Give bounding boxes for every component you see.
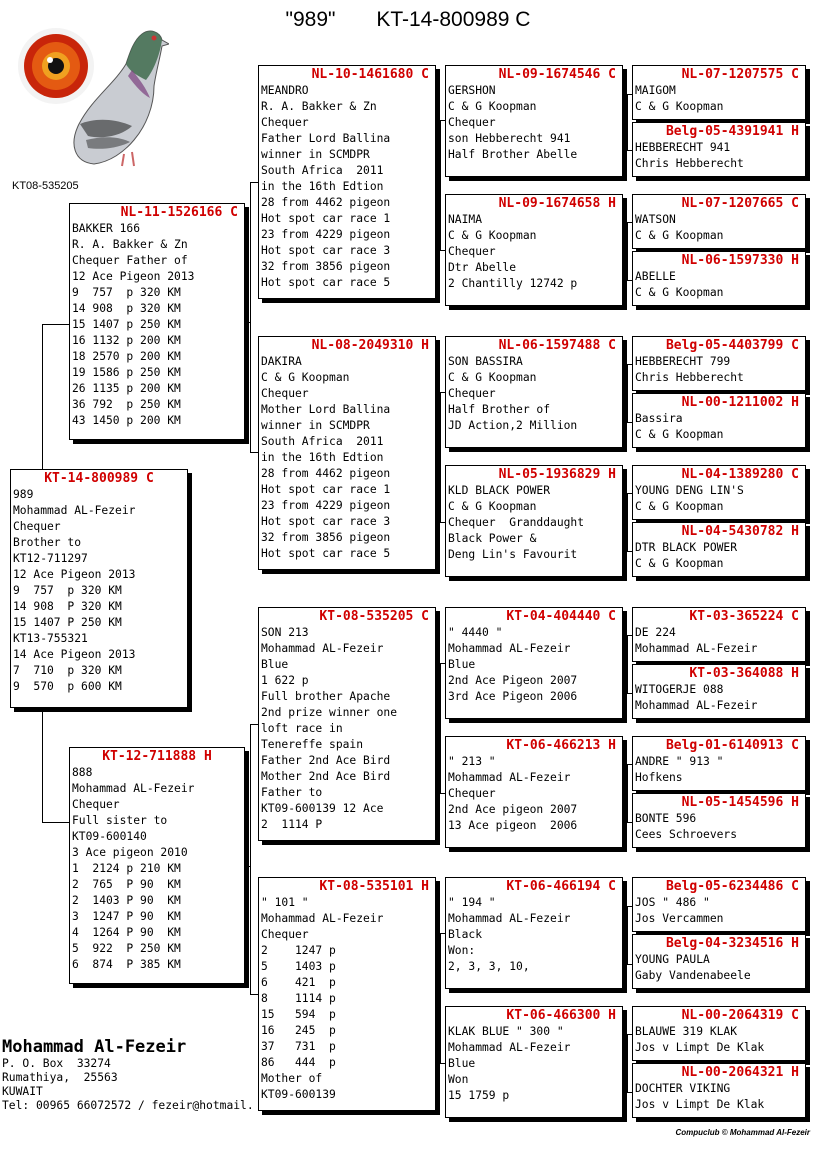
card-line: Mohammad AL-Fezeir [448, 1041, 571, 1054]
ring-number: NL-00-2064319 C [681, 1008, 799, 1023]
great-grandparent-card[interactable] [445, 877, 623, 989]
connector-line [250, 182, 251, 452]
card-lines [633, 540, 805, 572]
card-lines [633, 952, 805, 984]
card-line: 2nd prize winner one [261, 706, 398, 719]
card-line: 7 710 p 320 KM [13, 664, 122, 677]
grandparent-card[interactable] [258, 607, 436, 841]
card-lines [70, 221, 244, 429]
card-line: Mohammad AL-Fezeir [448, 912, 571, 925]
card-line: C & G Koopman [261, 371, 350, 384]
card-line: 37 731 p [261, 1040, 336, 1053]
card-line: Mohammad AL-Fezeir [13, 504, 136, 517]
dam-card[interactable] [69, 747, 245, 984]
card-line: Chequer [13, 520, 61, 533]
ring-number: Belg-05-4391941 H [665, 124, 799, 139]
card-line: KT12-711297 [13, 552, 88, 565]
ring-number: Belg-05-6234486 C [665, 879, 799, 894]
card-line: 989 [13, 488, 34, 501]
card-line: loft race in [261, 722, 343, 735]
great-grandparent-card[interactable] [445, 1006, 623, 1118]
card-line: Black Power & [448, 532, 537, 545]
card-line: 2 765 P 90 KM [72, 878, 181, 891]
card-lines [446, 895, 622, 975]
connector-line [42, 324, 43, 470]
card-line: KT09-600140 [72, 830, 147, 843]
card-line: ANDRE " 913 " [635, 755, 724, 768]
card-line: 9 757 p 320 KM [13, 584, 122, 597]
connector-line [250, 182, 258, 183]
ring-number: KT-03-365224 C [689, 609, 799, 624]
card-line: Mother Lord Ballina [261, 403, 391, 416]
great-great-grandparent-card[interactable] [632, 194, 806, 249]
card-line: Mohammad AL-Fezeir [448, 642, 571, 655]
logo-ring-label: KT08-535205 [12, 180, 79, 192]
card-line: 15 1407 P 250 KM [13, 616, 122, 629]
card-line: Blue [261, 658, 289, 671]
connector-line [245, 866, 251, 867]
ring-number: Belg-01-6140913 C [665, 738, 799, 753]
card-line: 5 1403 p [261, 960, 336, 973]
great-great-grandparent-card[interactable] [632, 1006, 806, 1061]
card-line: Hofkens [635, 771, 683, 784]
footer-credit: Compuclub © Mohammad Al-Fezeir [675, 1128, 810, 1137]
sire-card[interactable] [69, 203, 245, 440]
great-grandparent-card[interactable] [445, 736, 623, 848]
card-line: 23 from 4229 pigeon [261, 499, 391, 512]
card-line: " 4440 " [448, 626, 503, 639]
great-great-grandparent-card[interactable] [632, 251, 806, 306]
card-line: 9 570 p 600 KM [13, 680, 122, 693]
card-line: 6 874 P 385 KM [72, 958, 181, 971]
card-line: SON BASSIRA [448, 355, 523, 368]
card-line: Chequer [448, 787, 496, 800]
ring-number: NL-11-1526166 C [120, 205, 238, 220]
card-line: R. A. Bakker & Zn [72, 238, 188, 251]
great-great-grandparent-card[interactable] [632, 122, 806, 177]
card-line: 28 from 4462 pigeon [261, 467, 391, 480]
card-line: 14 Ace Pigeon 2013 [13, 648, 136, 661]
card-line: 86 444 p [261, 1056, 336, 1069]
card-lines [633, 269, 805, 301]
card-line: 3 1247 P 90 KM [72, 910, 181, 923]
card-line: 8 1114 p [261, 992, 336, 1005]
grandparent-card[interactable] [258, 877, 436, 1111]
card-line: 5 922 P 250 KM [72, 942, 181, 955]
ring-number: KT-06-466213 H [506, 738, 616, 753]
card-line: DE 224 [635, 626, 676, 639]
card-line: winner in SCMDPR [261, 148, 370, 161]
card-line: C & G Koopman [448, 229, 537, 242]
card-line: 15 1759 p [448, 1089, 510, 1102]
card-line: BONTE 596 [635, 812, 697, 825]
card-line: 12 Ace Pigeon 2013 [72, 270, 195, 283]
card-line: Chequer [448, 245, 496, 258]
connector-line [250, 452, 258, 453]
card-line: 32 from 3856 pigeon [261, 531, 391, 544]
connector-line [440, 392, 441, 522]
card-lines [259, 83, 435, 291]
card-line: in the 16th Edtion [261, 451, 384, 464]
card-line: 2nd Ace Pigeon 2007 [448, 674, 578, 687]
card-line: Rumathiya, 25563 [2, 1071, 118, 1084]
card-line: NAIMA [448, 213, 483, 226]
card-lines [633, 212, 805, 244]
card-lines [633, 1024, 805, 1056]
card-line: 28 from 4462 pigeon [261, 196, 391, 209]
card-line: Chequer [261, 928, 309, 941]
card-line: Mother 2nd Ace Bird [261, 770, 391, 783]
grandparent-card[interactable] [258, 65, 436, 299]
great-great-grandparent-card[interactable] [632, 393, 806, 448]
card-lines [446, 483, 622, 563]
card-line: 12 Ace Pigeon 2013 [13, 568, 136, 581]
ring-number: NL-05-1936829 H [498, 467, 616, 482]
ring-number: NL-09-1674546 C [498, 67, 616, 82]
card-line: YOUNG DENG LIN'S [635, 484, 744, 497]
card-line: 1 2124 p 210 KM [72, 862, 181, 875]
card-line: Jos v Limpt De Klak [635, 1098, 765, 1111]
card-line: C & G Koopman [635, 286, 724, 299]
card-line: 23 from 4229 pigeon [261, 228, 391, 241]
ring-number: KT-08-535205 C [319, 609, 429, 624]
card-line: Gaby Vandenabeele [635, 969, 751, 982]
card-lines [446, 354, 622, 434]
card-lines [633, 354, 805, 386]
card-line: Full sister to [72, 814, 168, 827]
card-line: KT13-755321 [13, 632, 88, 645]
card-line: Mohammad AL-Fezeir [635, 699, 758, 712]
card-line: JD Action,2 Million [448, 419, 578, 432]
great-grandparent-card[interactable] [445, 194, 623, 306]
card-line: DOCHTER VIKING [635, 1082, 731, 1095]
great-great-grandparent-card[interactable] [632, 736, 806, 791]
owner-address [2, 1057, 254, 1113]
card-line: Chequer [448, 116, 496, 129]
owner-name: Mohammad Al-Fezeir [2, 1037, 187, 1057]
card-lines [70, 765, 244, 973]
card-line: Blue [448, 1057, 476, 1070]
card-lines [446, 83, 622, 163]
card-line: 2 1403 P 90 KM [72, 894, 181, 907]
card-lines [633, 483, 805, 515]
ring-number: KT-12-711888 H [102, 749, 212, 764]
ring-number: NL-06-1597488 C [498, 338, 616, 353]
card-line: HEBBERECHT 799 [635, 355, 731, 368]
card-line: Mohammad AL-Fezeir [635, 642, 758, 655]
card-line: Chequer [261, 387, 309, 400]
connector-line [42, 822, 70, 823]
card-line: KUWAIT [2, 1085, 43, 1098]
card-line: Hot spot car race 1 [261, 483, 391, 496]
card-line: South Africa 2011 [261, 164, 384, 177]
connector-line [250, 994, 258, 995]
card-line: Brother to [13, 536, 82, 549]
card-line: 4 1264 P 90 KM [72, 926, 181, 939]
card-line: Bassira [635, 412, 683, 425]
card-line: C & G Koopman [448, 371, 537, 384]
card-line: KLAK BLUE " 300 " [448, 1025, 564, 1038]
card-lines [633, 811, 805, 843]
card-line: Won [448, 1073, 469, 1086]
card-line: 2 Chantilly 12742 p [448, 277, 578, 290]
card-line: 2, 3, 3, 10, [448, 960, 530, 973]
card-line: 13 Ace pigeon 2006 [448, 819, 578, 832]
connector-line [627, 364, 628, 422]
card-line: Mohammad AL-Fezeir [261, 642, 384, 655]
card-line: 1 622 p [261, 674, 309, 687]
card-line: C & G Koopman [635, 428, 724, 441]
owner-block [2, 1037, 254, 1113]
card-lines [633, 411, 805, 443]
great-grandparent-card[interactable] [445, 336, 623, 448]
connector-line [627, 493, 628, 551]
card-line: South Africa 2011 [261, 435, 384, 448]
card-lines [633, 895, 805, 927]
card-line: Chequer Father of [72, 254, 188, 267]
card-line: 16 1132 p 200 KM [72, 334, 181, 347]
card-line: 3 Ace pigeon 2010 [72, 846, 188, 859]
ring-number: NL-09-1674658 H [498, 196, 616, 211]
card-line: R. A. Bakker & Zn [261, 100, 377, 113]
connector-line [245, 322, 251, 323]
card-line: Father to [261, 786, 323, 799]
card-line: Hot spot car race 3 [261, 244, 391, 257]
great-great-grandparent-card[interactable] [632, 607, 806, 662]
ring-number: NL-06-1597330 H [681, 253, 799, 268]
ring-number: NL-00-2064321 H [681, 1065, 799, 1080]
great-grandparent-card[interactable] [445, 465, 623, 577]
subject-card[interactable] [10, 469, 188, 708]
great-grandparent-card[interactable] [445, 607, 623, 719]
card-line: " 101 " [261, 896, 309, 909]
great-great-grandparent-card[interactable] [632, 934, 806, 989]
card-line: Cees Schroevers [635, 828, 738, 841]
card-line: 6 421 p [261, 976, 336, 989]
card-line: Tel: 00965 66072572 / fezeir@hotmail. [2, 1099, 254, 1112]
card-lines [259, 354, 435, 562]
card-line: 15 1407 p 250 KM [72, 318, 181, 331]
card-line: DAKIRA [261, 355, 302, 368]
card-line: P. O. Box 33274 [2, 1057, 111, 1070]
card-line: Half Brother Abelle [448, 148, 578, 161]
connector-line [440, 933, 441, 1063]
card-line: KT09-600139 12 Ace [261, 802, 384, 815]
card-line: Jos v Limpt De Klak [635, 1041, 765, 1054]
great-great-grandparent-card[interactable] [632, 522, 806, 577]
connector-line [627, 1034, 628, 1092]
card-line: WATSON [635, 213, 676, 226]
great-great-grandparent-card[interactable] [632, 793, 806, 848]
card-line: Half Brother of [448, 403, 551, 416]
card-line: Chequer Granddaught [448, 516, 585, 529]
card-lines [446, 1024, 622, 1104]
card-line: WITOGERJE 088 [635, 683, 724, 696]
card-line: KLD BLACK POWER [448, 484, 551, 497]
ring-number: KT-08-535101 H [319, 879, 429, 894]
card-line: 15 594 p [261, 1008, 336, 1021]
card-line: Won: [448, 944, 476, 957]
card-line: 888 [72, 766, 93, 779]
card-lines [446, 754, 622, 834]
great-great-grandparent-card[interactable] [632, 877, 806, 932]
connector-line [627, 764, 628, 822]
card-line: Father Lord Ballina [261, 132, 391, 145]
card-lines [446, 625, 622, 705]
card-line: YOUNG PAULA [635, 953, 710, 966]
card-lines [633, 140, 805, 172]
card-lines [633, 682, 805, 714]
card-line: C & G Koopman [635, 500, 724, 513]
card-line: Deng Lin's Favourit [448, 548, 578, 561]
card-line: 32 from 3856 pigeon [261, 260, 391, 273]
ring-number: KT-06-466300 H [506, 1008, 616, 1023]
connector-line [250, 724, 251, 994]
card-line: Mohammad AL-Fezeir [72, 782, 195, 795]
card-line: 14 908 P 320 KM [13, 600, 122, 613]
card-line: 14 908 p 320 KM [72, 302, 181, 315]
pigeon-eye-logo [14, 14, 169, 169]
ring-number: NL-05-1454596 H [681, 795, 799, 810]
card-line: BLAUWE 319 KLAK [635, 1025, 738, 1038]
connector-line [627, 635, 628, 693]
ring-number: Belg-05-4403799 C [665, 338, 799, 353]
ring-number: NL-04-1389280 C [681, 467, 799, 482]
card-lines [259, 895, 435, 1103]
card-line: ABELLE [635, 270, 676, 283]
card-line: Father 2nd Ace Bird [261, 754, 391, 767]
ring-number: NL-08-2049310 H [311, 338, 429, 353]
card-line: Chris Hebberecht [635, 371, 744, 384]
card-line: Chequer [448, 387, 496, 400]
ring-number: KT-03-364088 H [689, 666, 799, 681]
card-line: winner in SCMDPR [261, 419, 370, 432]
connector-line [42, 708, 43, 823]
card-line: C & G Koopman [635, 100, 724, 113]
connector-line [440, 120, 441, 250]
card-line: Jos Vercammen [635, 912, 724, 925]
card-line: Hot spot car race 1 [261, 212, 391, 225]
card-line: 3rd Ace Pigeon 2006 [448, 690, 578, 703]
card-line: C & G Koopman [448, 500, 537, 513]
great-great-grandparent-card[interactable] [632, 65, 806, 120]
card-lines [633, 1081, 805, 1113]
connector-line [627, 94, 628, 150]
card-line: 2nd Ace pigeon 2007 [448, 803, 578, 816]
card-line: 36 792 p 250 KM [72, 398, 181, 411]
card-line: Chris Hebberecht [635, 157, 744, 170]
card-line: MEANDRO [261, 84, 309, 97]
card-lines [259, 625, 435, 833]
card-line: Hot spot car race 5 [261, 547, 391, 560]
card-lines [633, 625, 805, 657]
great-great-grandparent-card[interactable] [632, 1063, 806, 1118]
card-line: Hot spot car race 5 [261, 276, 391, 289]
card-line: 19 1586 p 250 KM [72, 366, 181, 379]
card-line: Chequer [72, 798, 120, 811]
card-lines [633, 83, 805, 115]
card-line: Mother of [261, 1072, 323, 1085]
card-line: " 213 " [448, 755, 496, 768]
great-grandparent-card[interactable] [445, 65, 623, 177]
connector-line [627, 222, 628, 280]
card-line: 9 757 p 320 KM [72, 286, 181, 299]
ring-number: NL-04-5430782 H [681, 524, 799, 539]
card-line: BAKKER 166 [72, 222, 141, 235]
great-great-grandparent-card[interactable] [632, 664, 806, 719]
connector-line [250, 724, 258, 725]
card-line: son Hebberecht 941 [448, 132, 571, 145]
card-line: JOS " 486 " [635, 896, 710, 909]
great-great-grandparent-card[interactable] [632, 336, 806, 391]
card-line: Blue [448, 658, 476, 671]
card-line: 2 1247 p [261, 944, 336, 957]
ring-number: Belg-04-3234516 H [665, 936, 799, 951]
card-line: SON 213 [261, 626, 309, 639]
card-line: Tenereffe spain [261, 738, 364, 751]
card-line: C & G Koopman [635, 229, 724, 242]
card-line: HEBBERECHT 941 [635, 141, 731, 154]
card-line: 18 2570 p 200 KM [72, 350, 181, 363]
ring-number: NL-00-1211002 H [681, 395, 799, 410]
ring-number: KT-14-800989 C [44, 471, 154, 486]
card-line: C & G Koopman [635, 557, 724, 570]
card-lines [633, 754, 805, 786]
grandparent-card[interactable] [258, 336, 436, 570]
card-line: GERSHON [448, 84, 496, 97]
card-lines [446, 212, 622, 292]
ring-number: NL-07-1207575 C [681, 67, 799, 82]
great-great-grandparent-card[interactable] [632, 465, 806, 520]
connector-line [440, 663, 441, 793]
pedigree-title: "989" KT-14-800989 C [285, 8, 531, 31]
card-line: Full brother Apache [261, 690, 391, 703]
ring-number: KT-04-404440 C [506, 609, 616, 624]
connector-line [627, 906, 628, 964]
card-line: C & G Koopman [448, 100, 537, 113]
card-line: 2 1114 P [261, 818, 323, 831]
card-line: " 194 " [448, 896, 496, 909]
card-line: in the 16th Edtion [261, 180, 384, 193]
ring-number: KT-06-466194 C [506, 879, 616, 894]
connector-line [42, 324, 70, 325]
card-line: Black [448, 928, 483, 941]
card-line: MAIGOM [635, 84, 676, 97]
card-line: Dtr Abelle [448, 261, 517, 274]
ring-number: NL-07-1207665 C [681, 196, 799, 211]
ring-number: NL-10-1461680 C [311, 67, 429, 82]
card-line: Chequer [261, 116, 309, 129]
card-line: 26 1135 p 200 KM [72, 382, 181, 395]
card-line: KT09-600139 [261, 1088, 336, 1101]
card-line: Mohammad AL-Fezeir [448, 771, 571, 784]
card-lines [11, 487, 187, 695]
card-line: Hot spot car race 3 [261, 515, 391, 528]
card-line: DTR BLACK POWER [635, 541, 738, 554]
card-line: 16 245 p [261, 1024, 336, 1037]
card-line: 43 1450 p 200 KM [72, 414, 181, 427]
card-line: Mohammad AL-Fezeir [261, 912, 384, 925]
